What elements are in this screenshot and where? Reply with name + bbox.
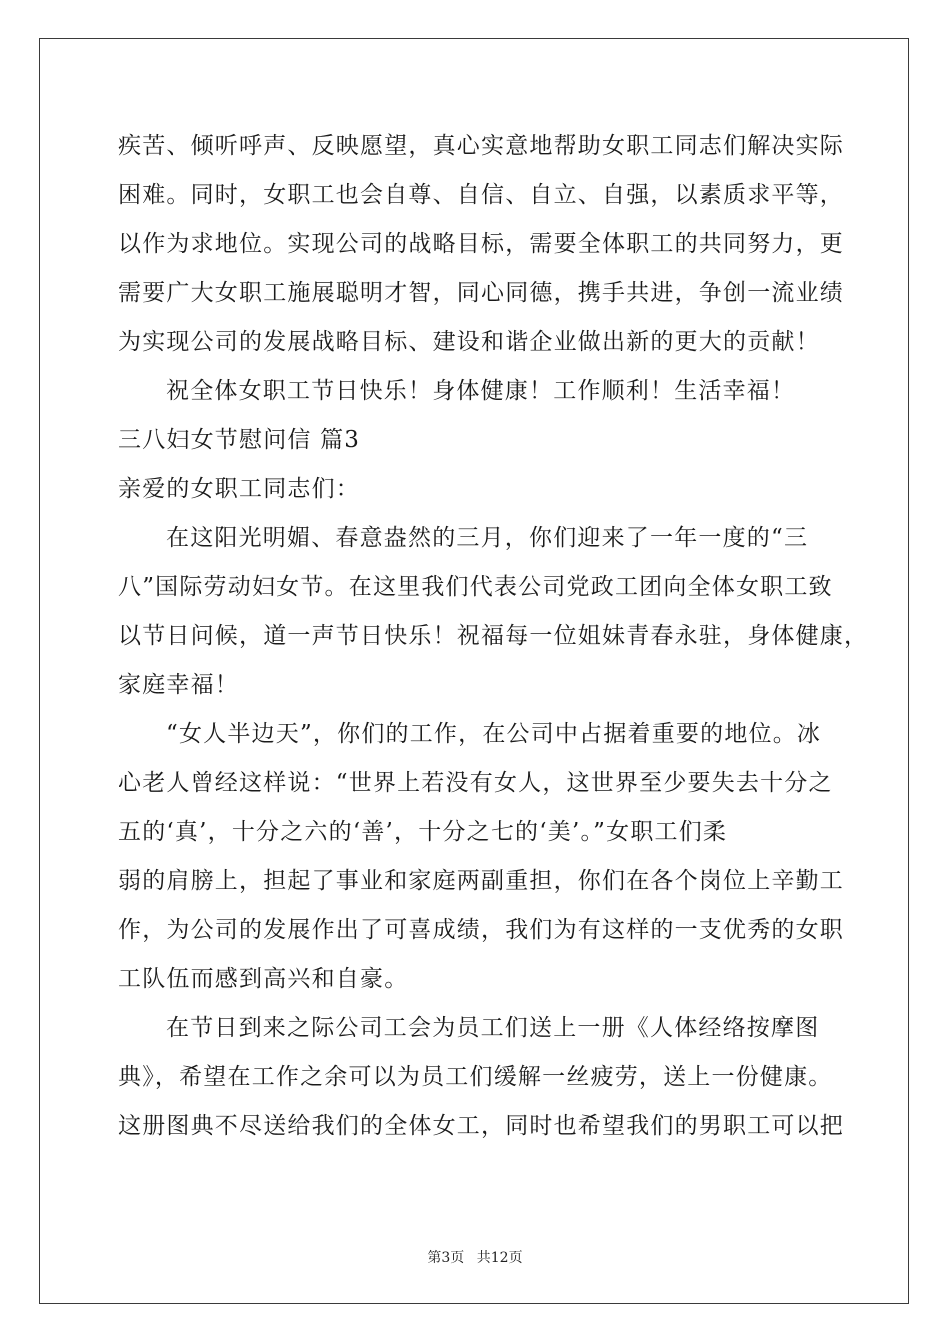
page-footer (0, 1247, 950, 1267)
page-total: 共12页 (476, 1250, 523, 1266)
text-line: 祝全体女职工节日快乐！身体健康！工作顺利！生活幸福！ (166, 378, 796, 404)
text-line: 以作为求地位。实现公司的战略目标，需要全体职工的共同努力，更 (118, 231, 844, 257)
text-line: 在这阳光明媚、春意盎然的三月，你们迎来了一年一度的“三 (166, 525, 809, 551)
text-line: 弱的肩膀上，担起了事业和家庭两副重担，你们在各个岗位上辛勤工 (118, 868, 844, 894)
salutation: 亲爱的女职工同志们： (118, 476, 360, 502)
text-line: 五的‘真’，十分之六的‘善’，十分之七的‘美’。”女职工们柔 (118, 819, 728, 845)
text-line: 典》，希望在工作之余可以为员工们缓解一丝疲劳，送上一份健康。 (118, 1064, 833, 1090)
page-number: 第3页 (427, 1250, 465, 1266)
text-line: 心老人曾经这样说：“世界上若没有女人，这世界至少要失去十分之 (118, 770, 833, 796)
text-line: 工队伍而感到高兴和自豪。 (118, 966, 409, 992)
document-body (118, 122, 869, 1151)
text-line: “女人半边天”，你们的工作，在公司中占据着重要的地位。冰 (166, 721, 822, 747)
text-line: 在节日到来之际公司工会为员工们送上一册《人体经络按摩图 (166, 1015, 820, 1041)
text-line: 为实现公司的发展战略目标、建设和谐企业做出新的更大的贡献！ (118, 329, 820, 355)
text-line: 困难。同时，女职工也会自尊、自信、自立、自强，以素质求平等， (118, 182, 844, 208)
text-line: 家庭幸福！ (118, 672, 239, 698)
text-line: 作，为公司的发展作出了可喜成绩，我们为有这样的一支优秀的女职 (118, 917, 844, 943)
section-heading: 三八妇女节慰问信 篇3 (118, 427, 361, 453)
text-line: 疾苦、倾听呼声、反映愿望，真心实意地帮助女职工同志们解决实际 (118, 133, 844, 159)
text-line: 以节日问候，道一声节日快乐！祝福每一位姐妹青春永驻，身体健康， (118, 623, 869, 649)
text-line: 需要广大女职工施展聪明才智，同心同德，携手共进，争创一流业绩 (118, 280, 844, 306)
text-line: 这册图典不尽送给我们的全体女工，同时也希望我们的男职工可以把 (118, 1113, 844, 1139)
text-line: 八”国际劳动妇女节。在这里我们代表公司党政工团向全体女职工致 (118, 574, 833, 600)
